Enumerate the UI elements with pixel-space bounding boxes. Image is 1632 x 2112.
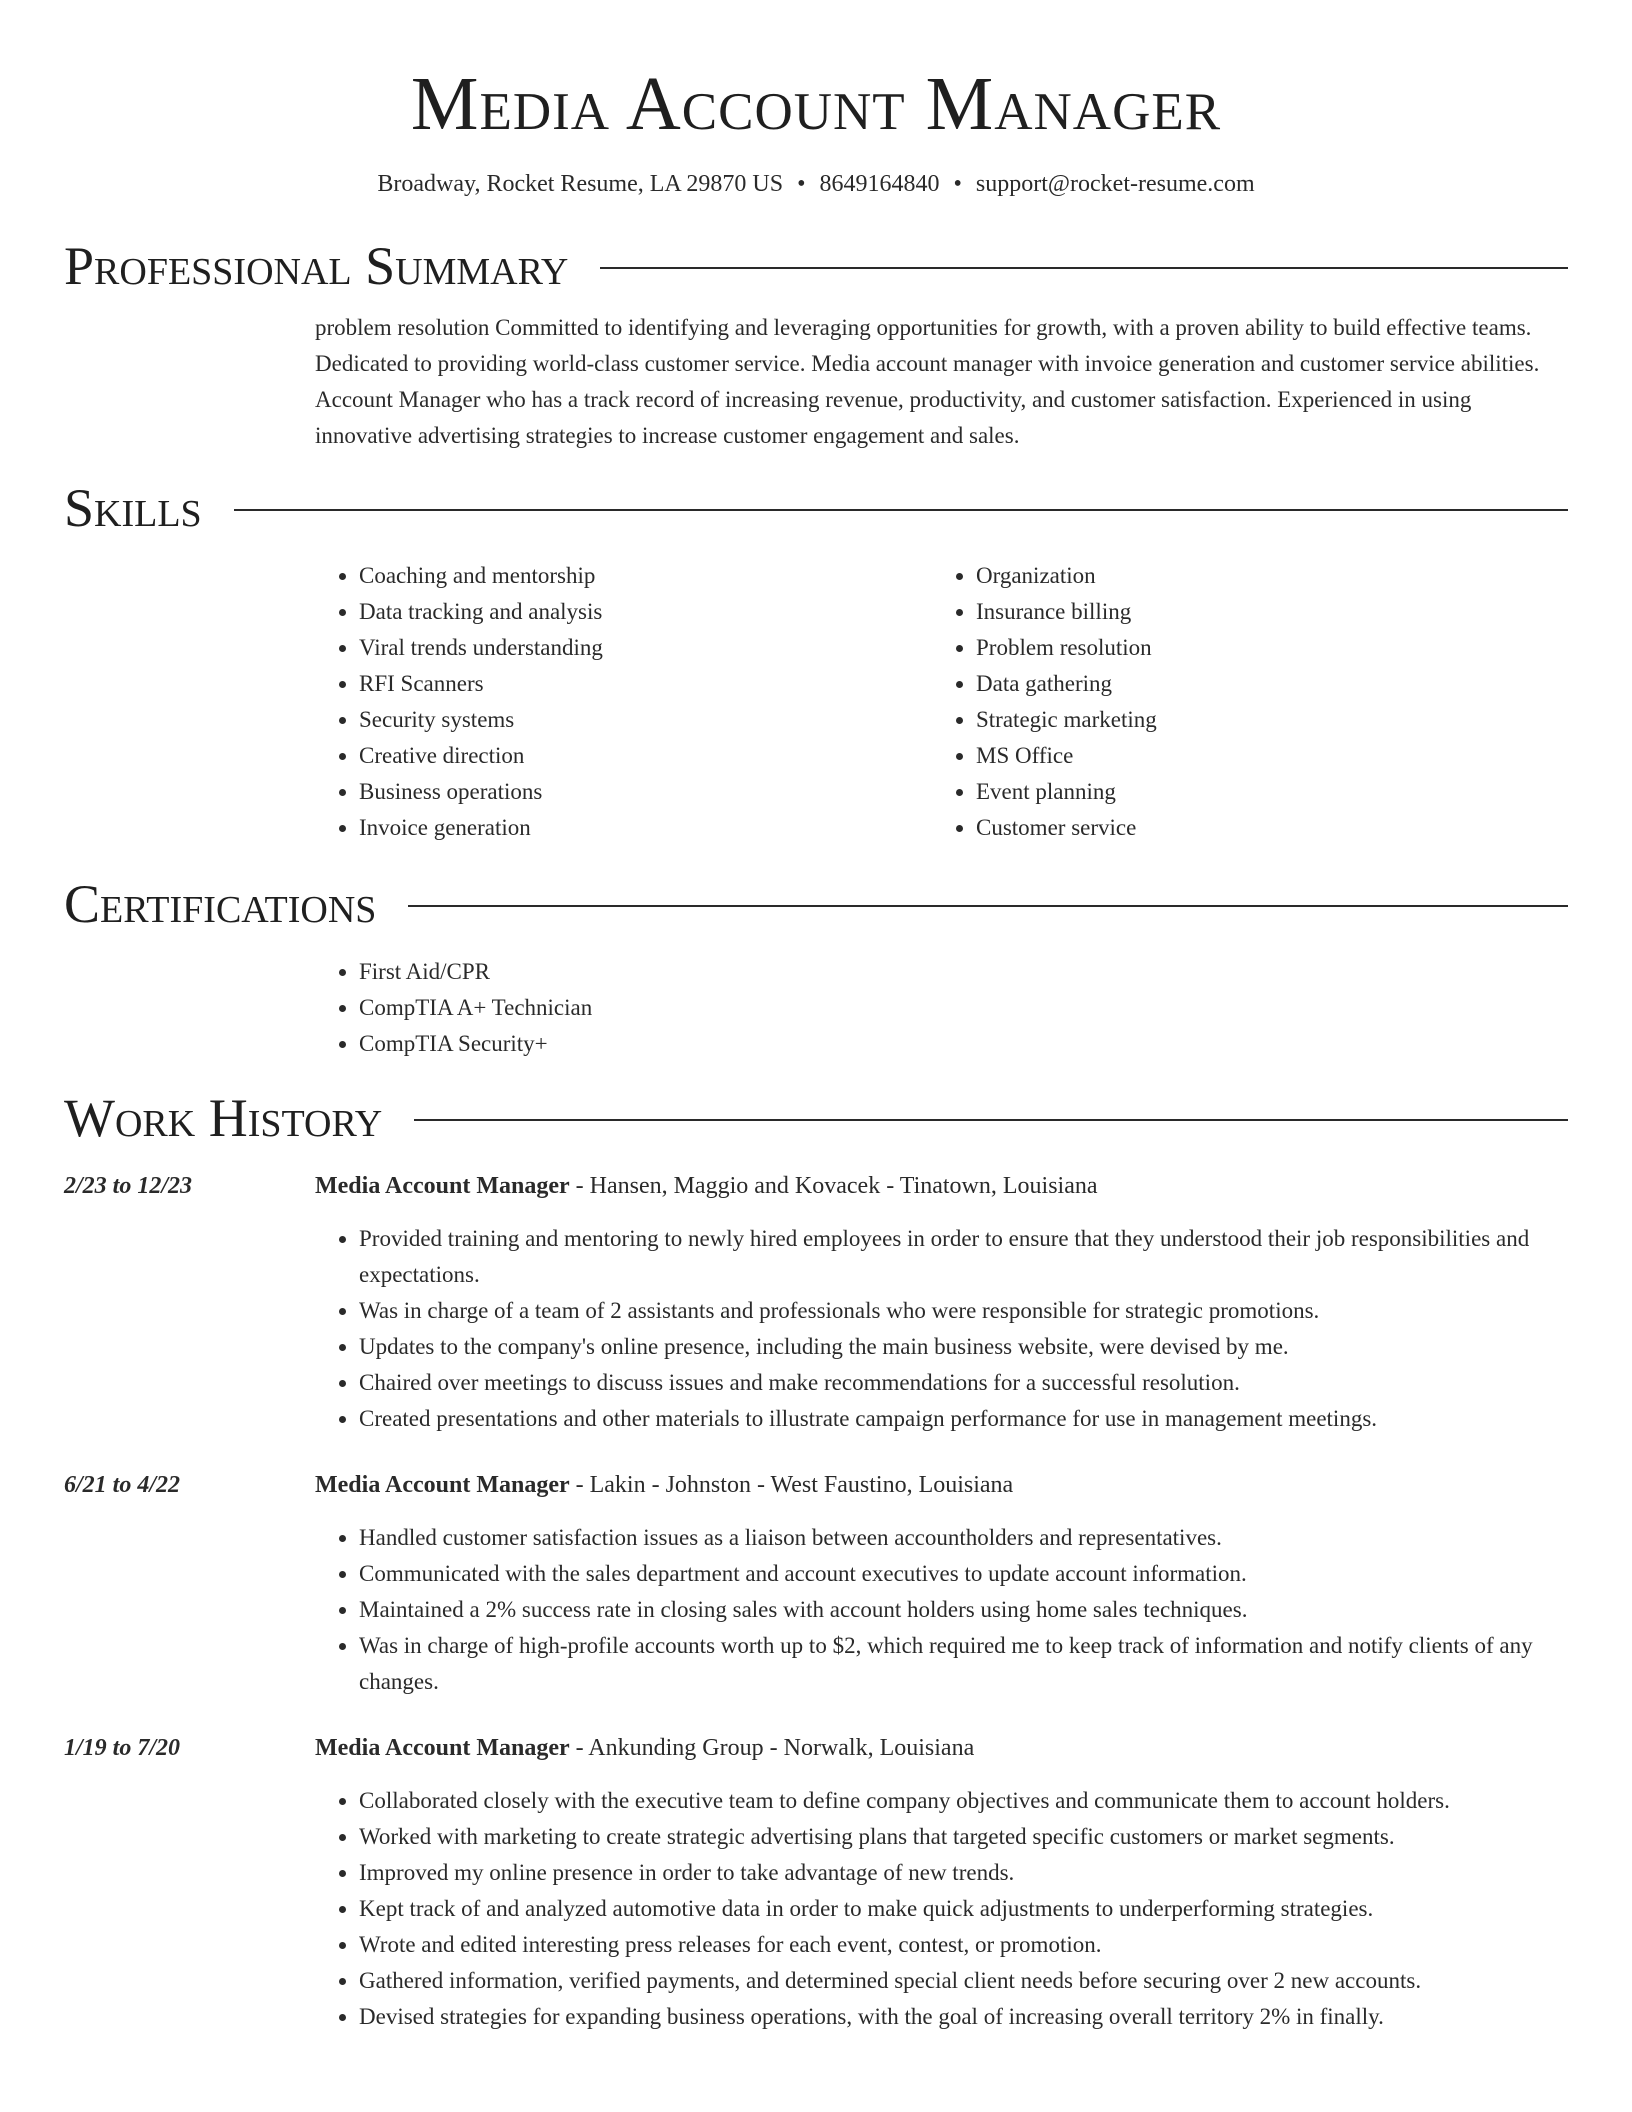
certifications-block xyxy=(315,954,1568,1062)
job-title: Media Account Manager xyxy=(315,1472,570,1498)
job-duties-list xyxy=(315,1783,1568,2035)
summary-text: problem resolution Committed to identifying and leveraging opportunities for growth, with a proven ability to build effective teams. Dedicated to providing world-class customer service. Media account manager with invoice generation and customer service abilities. Account Manager who has a track record of increasing revenue, productivity, and customer satisfaction. Experienced in using innovative advertising strategies to increase customer engagement and sales. xyxy=(315,315,1540,448)
skill-item: • MS Office xyxy=(976,738,1549,774)
skills-section xyxy=(64,476,1568,846)
skill-item: • Security systems xyxy=(359,702,932,738)
work-heading: Work History xyxy=(64,1088,383,1148)
job-duty-item: • Provided training and mentoring to newly hired employees in order to ensure that they understood their job responsibilities and expectations. xyxy=(359,1221,1568,1293)
skill-item: • Data gathering xyxy=(976,666,1549,702)
summary-section xyxy=(64,234,1568,454)
certifications-header xyxy=(64,872,1568,936)
skill-item: • Data tracking and analysis xyxy=(359,594,932,630)
skills-column-right xyxy=(932,558,1549,846)
certifications-heading: Certifications xyxy=(64,874,377,934)
job-duty-item: • Worked with marketing to create strategic advertising plans that targeted specific customers or market segments. xyxy=(359,1819,1568,1855)
certification-item: • First Aid/CPR xyxy=(359,954,1568,990)
job-header xyxy=(315,1730,1568,1766)
skill-item: • RFI Scanners xyxy=(359,666,932,702)
job-dates: 1/19 to 7/20 xyxy=(64,1735,181,1761)
job-header xyxy=(315,1168,1568,1204)
skill-item: • Strategic marketing xyxy=(976,702,1549,738)
job-title: Media Account Manager xyxy=(315,1173,570,1199)
job-company-location: - Hansen, Maggio and Kovacek - Tinatown, Louisiana xyxy=(569,1173,1098,1199)
job-entry xyxy=(64,1730,1568,2035)
skill-item: • Creative direction xyxy=(359,738,932,774)
job-duty-item: • Collaborated closely with the executive team to define company objectives and communicate them to account holders. xyxy=(359,1783,1568,1819)
contact-address: Broadway, Rocket Resume, LA 29870 US xyxy=(377,171,784,197)
job-duties-list xyxy=(315,1221,1568,1437)
job-duty-item: • Devised strategies for expanding business operations, with the goal of increasing overall territory 2% in finally. xyxy=(359,1999,1568,2035)
job-entry xyxy=(64,1168,1568,1437)
section-divider xyxy=(408,905,1568,907)
contact-phone: 8649164840 xyxy=(819,171,940,197)
skills-header xyxy=(64,476,1568,540)
job-duties-list xyxy=(315,1520,1568,1700)
summary-heading: Professional Summary xyxy=(64,236,569,296)
work-header xyxy=(64,1086,1568,1150)
skills-list-right xyxy=(932,558,1549,846)
section-divider xyxy=(234,509,1568,511)
job-duty-item: • Updates to the company's online presence, including the main business website, were devised by me. xyxy=(359,1329,1568,1365)
job-duty-item: • Was in charge of a team of 2 assistants and professionals who were responsible for strategic promotions. xyxy=(359,1293,1568,1329)
job-duty-item: • Gathered information, verified payments, and determined special client needs before securing over 2 new accounts. xyxy=(359,1963,1568,1999)
certification-item: • CompTIA Security+ xyxy=(359,1026,1568,1062)
skill-item: • Organization xyxy=(976,558,1549,594)
skill-item: • Viral trends understanding xyxy=(359,630,932,666)
job-duty-item: • Was in charge of high-profile accounts worth up to $2, which required me to keep track of information and notify clients of any changes. xyxy=(359,1628,1568,1700)
contact-separator: • xyxy=(797,171,806,197)
job-duty-item: • Maintained a 2% success rate in closing sales with account holders using home sales techniques. xyxy=(359,1592,1568,1628)
section-divider xyxy=(600,267,1568,269)
job-body xyxy=(315,1730,1568,2035)
skill-item: • Customer service xyxy=(976,810,1549,846)
job-header xyxy=(315,1467,1568,1503)
contact-line xyxy=(64,168,1568,200)
job-body xyxy=(315,1467,1568,1700)
skills-columns xyxy=(315,558,1568,846)
skills-heading: Skills xyxy=(64,478,202,538)
section-divider xyxy=(414,1119,1568,1121)
certification-item: • CompTIA A+ Technician xyxy=(359,990,1568,1026)
job-duty-item: • Created presentations and other materials to illustrate campaign performance for use in management meetings. xyxy=(359,1401,1568,1437)
job-body xyxy=(315,1168,1568,1437)
certifications-section xyxy=(64,872,1568,1062)
work-history-list xyxy=(64,1168,1568,2035)
skill-item: • Problem resolution xyxy=(976,630,1549,666)
skills-column-left xyxy=(315,558,932,846)
skill-item: • Business operations xyxy=(359,774,932,810)
work-section xyxy=(64,1086,1568,2035)
job-duty-item: • Handled customer satisfaction issues as a liaison between accountholders and representatives. xyxy=(359,1520,1568,1556)
skill-item: • Event planning xyxy=(976,774,1549,810)
job-dates: 2/23 to 12/23 xyxy=(64,1173,193,1199)
certifications-list xyxy=(315,954,1568,1062)
skill-item: • Invoice generation xyxy=(359,810,932,846)
job-duty-item: • Wrote and edited interesting press releases for each event, contest, or promotion. xyxy=(359,1927,1568,1963)
job-entry xyxy=(64,1467,1568,1700)
job-duty-item: • Communicated with the sales department and account executives to update account information. xyxy=(359,1556,1568,1592)
job-company-location: - Lakin - Johnston - West Faustino, Louisiana xyxy=(569,1472,1014,1498)
skill-item: • Insurance billing xyxy=(976,594,1549,630)
job-duty-item: • Improved my online presence in order to take advantage of new trends. xyxy=(359,1855,1568,1891)
skill-item: • Coaching and mentorship xyxy=(359,558,932,594)
job-duty-item: • Kept track of and analyzed automotive data in order to make quick adjustments to underperforming strategies. xyxy=(359,1891,1568,1927)
skills-list-left xyxy=(315,558,932,846)
summary-header xyxy=(64,234,1568,298)
job-duty-item: • Chaired over meetings to discuss issues and make recommendations for a successful resolution. xyxy=(359,1365,1568,1401)
contact-email: support@rocket-resume.com xyxy=(975,171,1255,197)
candidate-name: Media Account Manager xyxy=(410,62,1222,146)
job-company-location: - Ankunding Group - Norwalk, Louisiana xyxy=(569,1735,975,1761)
job-title: Media Account Manager xyxy=(315,1735,570,1761)
job-dates: 6/21 to 4/22 xyxy=(64,1472,181,1498)
contact-separator: • xyxy=(953,171,962,197)
